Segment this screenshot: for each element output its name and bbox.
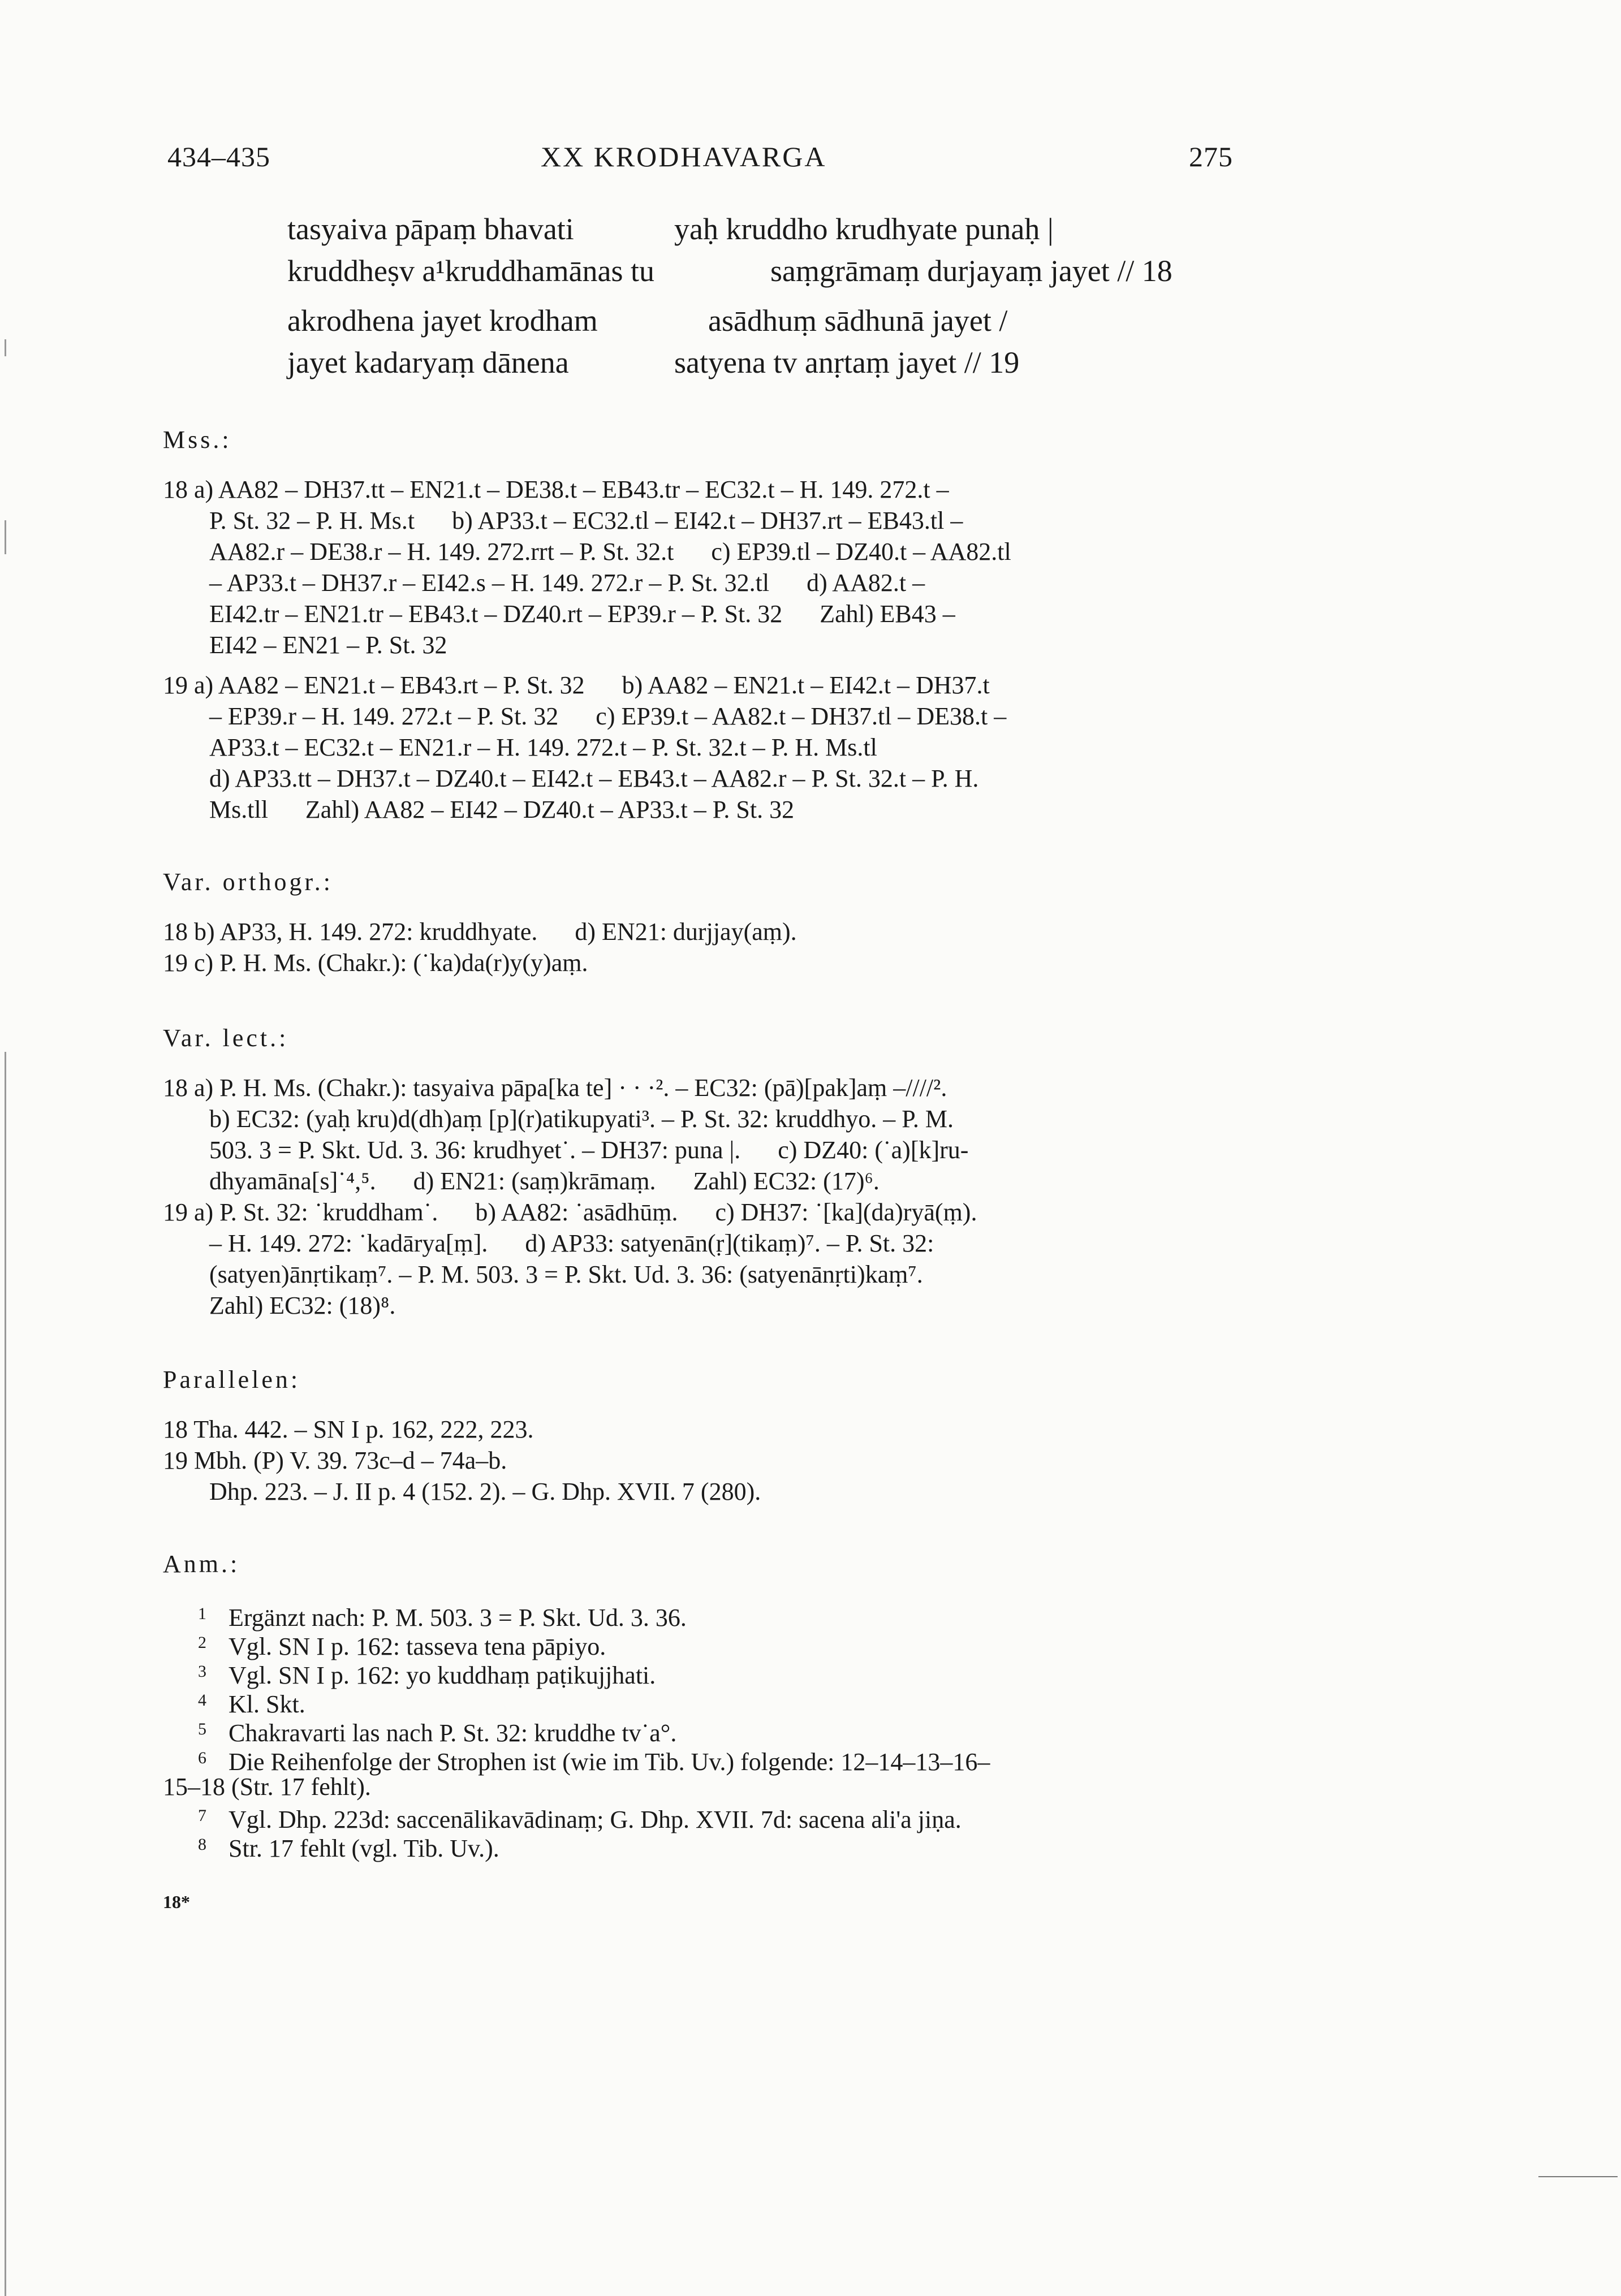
anm-label: Anm.:: [163, 1550, 240, 1578]
scan-mark: [5, 520, 6, 554]
chapter-title: XX KRODHAVARGA: [541, 141, 827, 172]
text-line: Dhp. 223. – J. II p. 4 (152. 2). – G. Dhp. XVII. 7 (280).: [209, 1478, 761, 1505]
signature-mark: 18*: [163, 1892, 190, 1912]
text-line: AP33.t – EC32.t – EN21.r – H. 149. 272.t – P. St. 32.t – P. H. Ms.tl: [209, 733, 877, 761]
footnote: 8 Str. 17 fehlt (vgl. Tib. Uv.).: [198, 1835, 499, 1862]
verse-pada-b: yaḥ kruddho krudhyate punaḥ |: [674, 212, 1054, 246]
footnote: 3 Vgl. SN I p. 162: yo kuddhaṃ paṭikujjhati.: [198, 1661, 656, 1689]
text-line: 18 a) P. H. Ms. (Chakr.): tasyaiva pāpa[ka te] · · ·². – EC32: (pā)[pak]aṃ –////².: [163, 1074, 947, 1102]
text-line: 18 a) AA82 – DH37.tt – EN21.t – DE38.t – EB43.tr – EC32.t – H. 149. 272.t –: [163, 476, 949, 503]
anm-section: [163, 1599, 1238, 1862]
scan-edge-marks: [0, 317, 23, 2126]
page-range: 434–435: [167, 141, 270, 172]
text-line: EI42 – EN21 – P. St. 32: [209, 631, 447, 659]
footnote: 4 Kl. Skt.: [198, 1690, 305, 1718]
text-line: – EP39.r – H. 149. 272.t – P. St. 32 c) EP39.t – AA82.t – DH37.tl – DE38.t –: [209, 702, 1007, 730]
footnote-continuation: 15–18 (Str. 17 fehlt).: [163, 1773, 371, 1801]
var-orthogr-label: Var. orthogr.:: [163, 868, 333, 896]
text-line: P. St. 32 – P. H. Ms.t b) AP33.t – EC32.tl – EI42.t – DH37.rt – EB43.tl –: [209, 507, 963, 534]
text-line: – H. 149. 272: ˙kadārya[ṃ]. d) AP33: satyenān(ṛ](tikaṃ)⁷. – P. St. 32:: [209, 1229, 934, 1257]
verse-pada-a: akrodhena jayet krodham: [287, 304, 598, 338]
verse-pada-a: tasyaiva pāpaṃ bhavati: [287, 212, 574, 246]
mss-label: Mss.:: [163, 426, 232, 454]
footnote: 6 Die Reihenfolge der Strophen ist (wie im Tib. Uv.) folgende: 12–14–13–16–: [198, 1748, 990, 1776]
var-lect-section: [163, 1072, 1238, 1321]
text-line: 19 Mbh. (P) V. 39. 73c–d – 74a–b.: [163, 1447, 507, 1474]
var-orthogr-section: [163, 916, 1238, 978]
text-line: 18 Tha. 442. – SN I p. 162, 222, 223.: [163, 1415, 534, 1443]
var-lect-label: Var. lect.:: [163, 1024, 289, 1052]
mss-section-19: [163, 670, 1238, 825]
parallelen-section: [163, 1414, 1238, 1507]
text-line: 19 a) P. St. 32: ˙kruddham˙. b) AA82: ˙asādhūṃ. c) DH37: ˙[ka](da)ryā(ṃ).: [163, 1198, 977, 1226]
text-line: b) EC32: (yaḥ kru)d(dh)aṃ [p](r)atikupyati³. – P. St. 32: kruddhyo. – P. M.: [209, 1105, 954, 1133]
parallelen-label: Parallelen:: [163, 1366, 301, 1393]
verse-pada-b: asādhuṃ sādhunā jayet /: [708, 304, 1008, 338]
footnote: 7 Vgl. Dhp. 223d: saccenālikavādinaṃ; G. Dhp. XVII. 7d: sacena ali'a jiṇa.: [198, 1806, 962, 1833]
verse-pada-a: jayet kadaryaṃ dānena: [287, 346, 569, 379]
text-line: EI42.tr – EN21.tr – EB43.t – DZ40.rt – EP39.r – P. St. 32 Zahl) EB43 –: [209, 600, 955, 628]
page-number: 275: [1189, 141, 1233, 172]
text-line: 19 c) P. H. Ms. (Chakr.): (˙ka)da(r)y(y)aṃ.: [163, 949, 588, 977]
footnote: 2 Vgl. SN I p. 162: tasseva tena pāpiyo.: [198, 1633, 606, 1660]
text-line: 18 b) AP33, H. 149. 272: kruddhyate. d) EN21: durjjay(aṃ).: [163, 918, 797, 946]
verse-pada-b: satyena tv anṛtaṃ jayet // 19: [674, 346, 1020, 379]
footnote: 1 Ergänzt nach: P. M. 503. 3 = P. Skt. Ud. 3. 36.: [198, 1604, 687, 1632]
scan-bottom-rule: [1538, 2176, 1618, 2177]
text-line: Ms.tll Zahl) AA82 – EI42 – DZ40.t – AP33.t – P. St. 32: [209, 796, 795, 823]
scan-mark: [5, 339, 6, 356]
scan-mark: [5, 1052, 6, 2296]
text-line: dhyamāna[s]˙⁴,⁵. d) EN21: (saṃ)krāmaṃ. Zahl) EC32: (17)⁶.: [209, 1167, 880, 1195]
text-line: 19 a) AA82 – EN21.t – EB43.rt – P. St. 32 b) AA82 – EN21.t – EI42.t – DH37.t: [163, 671, 990, 699]
text-line: 503. 3 = P. Skt. Ud. 3. 36: krudhyet˙. – DH37: puna |. c) DZ40: (˙a)[k]ru-: [209, 1136, 969, 1164]
mss-section: [163, 474, 1238, 661]
text-line: (satyen)ānṛtikaṃ⁷. – P. M. 503. 3 = P. Skt. Ud. 3. 36: (satyenānṛti)kaṃ⁷.: [209, 1261, 923, 1288]
text-line: – AP33.t – DH37.r – EI42.s – H. 149. 272.r – P. St. 32.tl d) AA82.t –: [209, 569, 925, 597]
verse-pada-b: saṃgrāmaṃ durjayaṃ jayet // 18: [770, 254, 1172, 288]
text-line: AA82.r – DE38.r – H. 149. 272.rrt – P. St. 32.t c) EP39.tl – DZ40.t – AA82.tl: [209, 538, 1011, 566]
text-line: d) AP33.tt – DH37.t – DZ40.t – EI42.t – EB43.t – AA82.r – P. St. 32.t – P. H.: [209, 765, 979, 792]
footnote: 5 Chakravarti las nach P. St. 32: kruddhe tv˙a°.: [198, 1719, 677, 1747]
verse-pada-a: kruddheṣv a¹kruddhamānas tu: [287, 254, 655, 288]
text-line: Zahl) EC32: (18)⁸.: [209, 1292, 396, 1319]
